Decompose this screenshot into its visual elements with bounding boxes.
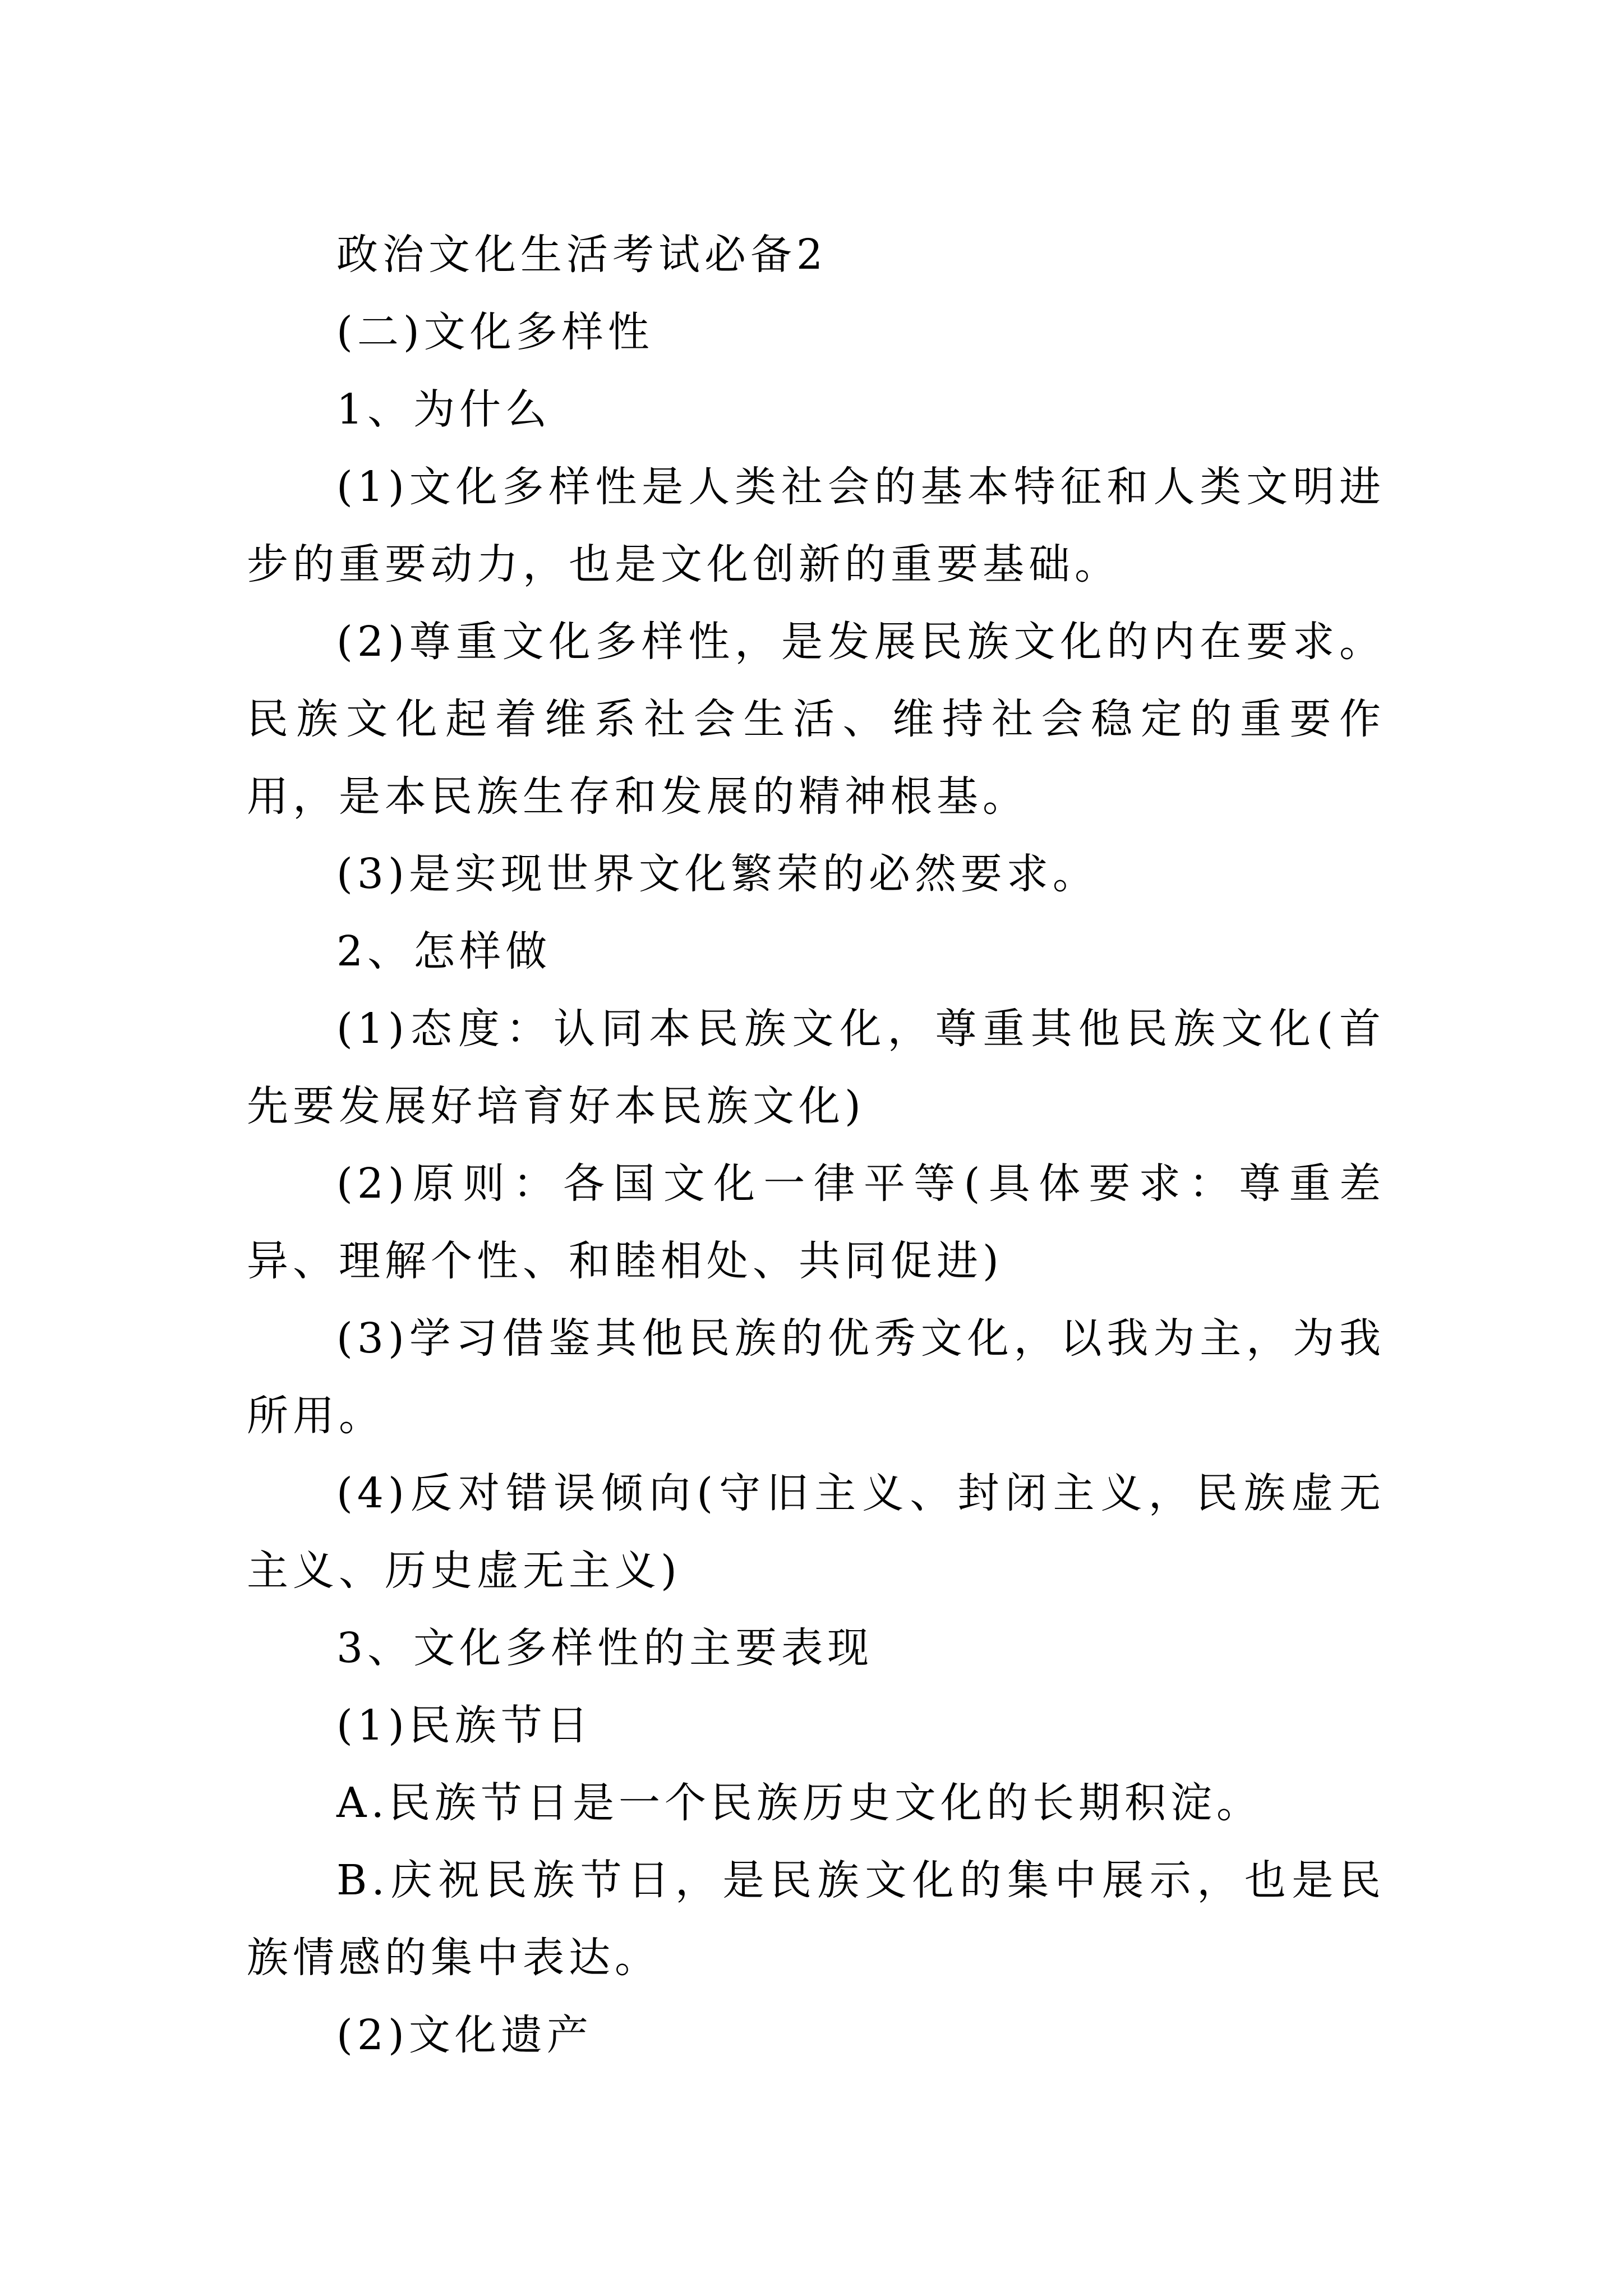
paragraph-how-4: (4)反对错误倾向(守旧主义、封闭主义，民族虚无主义、历史虚无主义) [247, 1469, 1385, 1595]
document-title: 政治文化生活考试必备2 [336, 231, 828, 279]
section-heading-cultural-diversity: (二)文化多样性 [336, 308, 654, 356]
paragraph-how-2: (2)原则：各国文化一律平等(具体要求：尊重差异、理解个性、和睦相处、共同促进) [247, 1159, 1385, 1285]
paragraph-how-3: (3)学习借鉴其他民族的优秀文化，以我为主，为我所用。 [247, 1314, 1385, 1440]
paragraph-why-1: (1)文化多样性是人类社会的基本特征和人类文明进步的重要动力，也是文化创新的重要基础。 [247, 463, 1385, 588]
paragraph-festivals-a: A.民族节日是一个民族历史文化的长期积淀。 [336, 1779, 1262, 1827]
paragraph-festivals-b: B.庆祝民族节日，是民族文化的集中展示，也是民族情感的集中表达。 [247, 1856, 1385, 1982]
paragraph-cultural-heritage: (2)文化遗产 [336, 2011, 593, 2059]
subheading-manifestations: 3、文化多样性的主要表现 [336, 1624, 874, 1672]
paragraph-why-2: (2)尊重文化多样性，是发展民族文化的内在要求。民族文化起着维系社会生活、维持社会稳定的重要作用，是本民族生存和发展的精神根基。 [247, 618, 1385, 821]
document-body [247, 216, 1385, 2074]
paragraph-how-1: (1)态度：认同本民族文化，尊重其他民族文化(首先要发展好培育好本民族文化) [247, 1005, 1385, 1130]
paragraph-festivals: (1)民族节日 [336, 1701, 593, 1750]
paragraph-why-3: (3)是实现世界文化繁荣的必然要求。 [336, 850, 1099, 898]
subheading-how: 2、怎样做 [336, 927, 552, 976]
subheading-why: 1、为什么 [336, 385, 552, 434]
